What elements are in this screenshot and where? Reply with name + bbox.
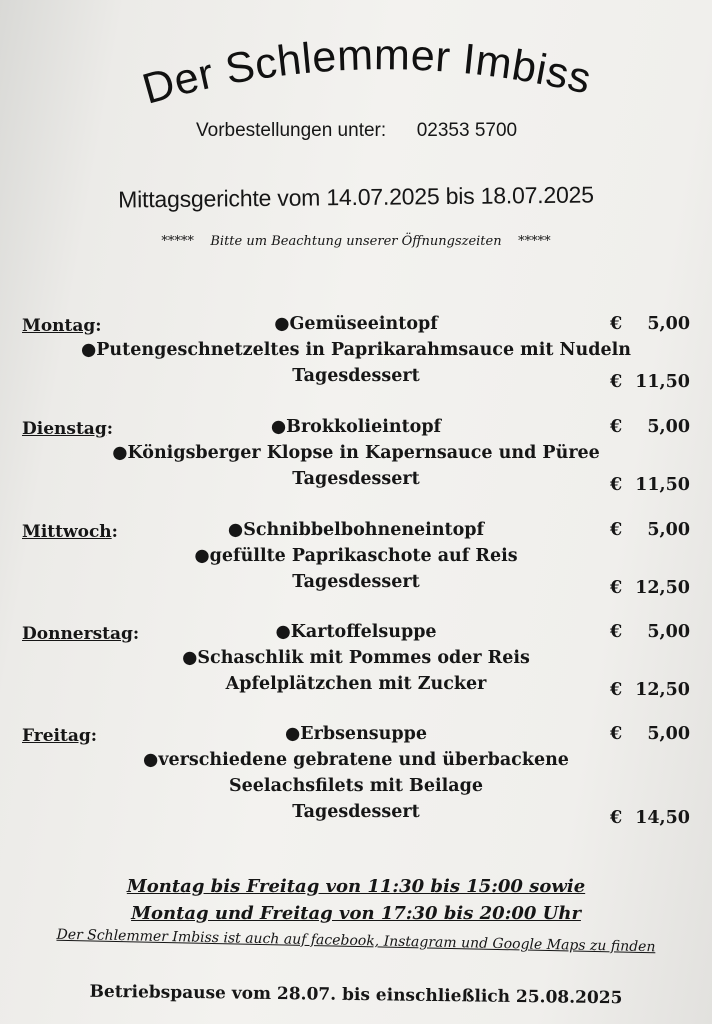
notice-text: Bitte um Beachtung unserer Öffnungszeiten: [210, 234, 502, 249]
social-media-note: Der Schlemmer Imbiss ist auch auf facebook, Instagram und Google Maps zu finden: [56, 926, 656, 956]
dish-item: ●Kartoffelsuppe: [275, 622, 437, 642]
hours-line-1: Montag bis Freitag von 11:30 bis 15:00 sowie: [126, 876, 586, 897]
price-value: 5,00: [647, 314, 690, 334]
day-suffix: :: [132, 624, 140, 644]
price-value: 5,00: [647, 622, 690, 642]
dish-item: Seelachsfilets mit Beilage: [229, 776, 483, 796]
preorder-label: Vorbestellungen unter:: [196, 120, 387, 141]
notice-stars-left: *****: [161, 234, 194, 249]
dish-price: [610, 520, 690, 540]
menu-period: Mittagsgerichte vom 14.07.2025 bis 18.07.2025: [118, 181, 594, 213]
dish-item: ●Königsberger Klopse in Kapernsauce und Püree: [112, 443, 600, 463]
dish-item: Apfelplätzchen mit Zucker: [225, 674, 487, 694]
currency-symbol: €: [610, 622, 623, 642]
dish-price: [610, 417, 690, 437]
dish-price: [610, 622, 690, 642]
dish-item: ●Gemüseeintopf: [274, 314, 438, 334]
dish-item: ●Brokkolieintopf: [270, 417, 442, 437]
currency-symbol: €: [610, 724, 623, 744]
svg-text:Der Schlemmer Imbiss: [137, 31, 595, 114]
currency-symbol: €: [610, 808, 623, 828]
price-value: 12,50: [635, 578, 690, 598]
dish-price: [610, 724, 690, 744]
dish-item: Tagesdessert: [292, 572, 420, 592]
dish-item: ●Putengeschnetzeltes in Paprikarahmsauce mit Nudeln: [81, 340, 631, 360]
day-name: Dienstag: [22, 419, 107, 439]
dish-item: ●verschiedene gebratene und überbackene: [143, 750, 569, 770]
phone-number: 02353 5700: [416, 120, 518, 141]
currency-symbol: €: [610, 372, 623, 392]
dish-item: Tagesdessert: [292, 802, 420, 822]
notice-stars-right: *****: [518, 234, 551, 249]
currency-symbol: €: [610, 578, 623, 598]
day-suffix: :: [106, 419, 113, 439]
price-value: 14,50: [635, 808, 690, 828]
currency-symbol: €: [610, 417, 623, 437]
dish-price: [610, 475, 690, 495]
currency-symbol: €: [610, 680, 623, 700]
dish-item: Tagesdessert: [292, 366, 420, 386]
dish-item: ●Schnibbelbohneneintopf: [227, 520, 485, 540]
opening-hours-notice: [0, 234, 712, 249]
dish-item: ●Schaschlik mit Pommes oder Reis: [182, 648, 530, 668]
dish-item: ●Erbsensuppe: [285, 724, 427, 744]
day-suffix: :: [90, 726, 98, 746]
day-name: Montag: [22, 316, 96, 336]
hours-line-2: Montag und Freitag von 17:30 bis 20:00 Uhr: [131, 903, 581, 924]
dish-price: [610, 578, 690, 598]
preorder-line: [196, 120, 517, 142]
restaurant-name: Der Schlemmer Imbiss: [137, 31, 596, 114]
currency-symbol: €: [610, 314, 623, 334]
restaurant-title: [0, 0, 712, 130]
day-name: Mittwoch: [22, 522, 112, 542]
day-suffix: :: [111, 522, 118, 542]
dish-item: Tagesdessert: [292, 469, 420, 489]
dish-price: [610, 314, 690, 334]
currency-symbol: €: [610, 520, 623, 540]
price-value: 11,50: [635, 372, 690, 392]
price-value: 12,50: [635, 680, 690, 700]
dish-item: ●gefüllte Paprikaschote auf Reis: [194, 546, 518, 566]
day-name: Freitag: [22, 726, 91, 746]
closing-notice: Betriebspause vom 28.07. bis einschließlich 25.08.2025: [89, 981, 623, 1009]
dish-price: [610, 372, 690, 392]
currency-symbol: €: [610, 475, 623, 495]
price-value: 11,50: [635, 475, 690, 495]
day-name: Donnerstag: [22, 624, 133, 644]
price-value: 5,00: [647, 520, 690, 540]
day-suffix: :: [95, 316, 102, 336]
price-value: 5,00: [647, 724, 690, 744]
dish-price: [610, 680, 690, 700]
price-value: 5,00: [647, 417, 690, 437]
dish-price: [610, 808, 690, 828]
